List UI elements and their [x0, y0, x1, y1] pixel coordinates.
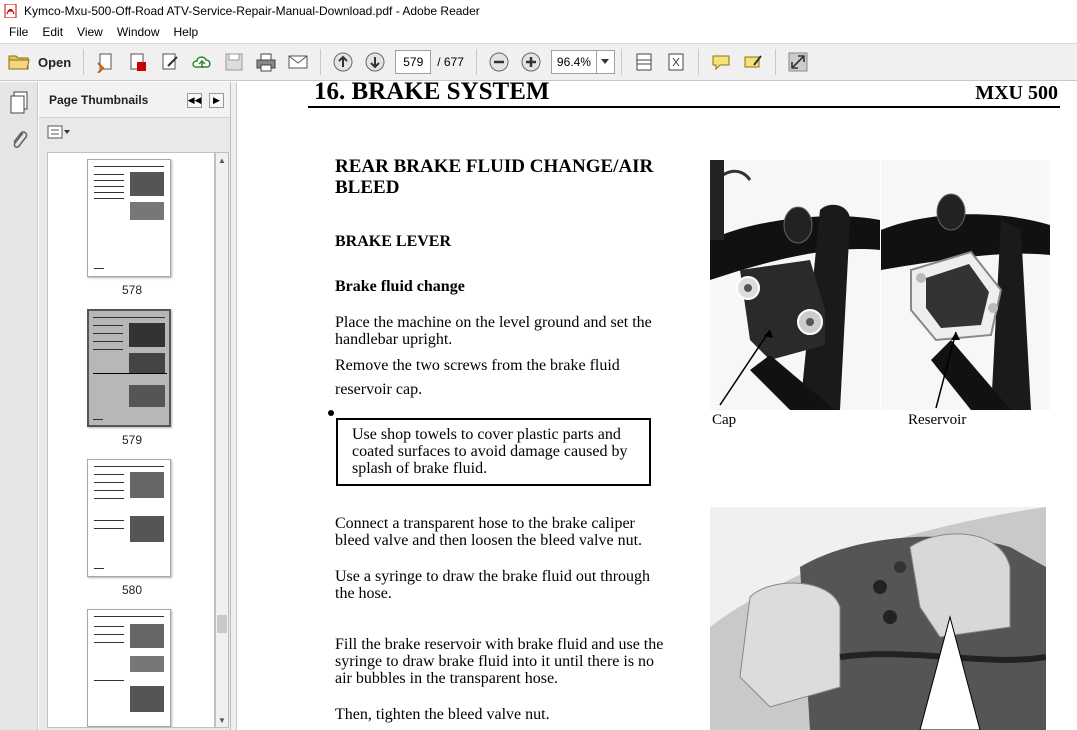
- arrow-up-circle-icon: [332, 51, 354, 73]
- zoom-input[interactable]: [551, 50, 597, 74]
- save-icon: [223, 51, 245, 73]
- fit-width-button[interactable]: [630, 48, 658, 76]
- paragraph: Connect a transparent hose to the brake caliper bleed valve and then loosen the bleed valve nut.: [335, 515, 643, 549]
- photo-brake-reservoir: [881, 160, 1050, 410]
- minus-circle-icon: [488, 51, 510, 73]
- menu-view[interactable]: View: [77, 25, 103, 39]
- create-pdf-button[interactable]: [92, 48, 120, 76]
- open-button[interactable]: [0, 48, 77, 76]
- chevron-right-icon: ▶: [213, 95, 220, 105]
- title-bar: [0, 0, 1077, 22]
- highlighter-icon: [742, 51, 764, 73]
- toolbar-separator: [320, 49, 321, 75]
- fit-page-button[interactable]: [662, 48, 690, 76]
- paragraph: Then, tighten the bleed valve nut.: [335, 706, 550, 723]
- toolbar-separator: [476, 49, 477, 75]
- scroll-down-icon[interactable]: ▼: [218, 715, 226, 725]
- label-reservoir: Reservoir: [908, 412, 967, 428]
- thumbnail-list[interactable]: [47, 152, 215, 728]
- open-label: Open: [38, 54, 72, 70]
- zoom-dropdown-button[interactable]: [597, 50, 615, 74]
- thumbnail-panel: [39, 82, 231, 730]
- bullet: [328, 410, 334, 416]
- paragraph: Fill the brake reservoir with brake fluid and use the syringe to draw brake fluid into it until there is no air bubbles in the transparent hose.: [335, 636, 664, 687]
- photo-brake-lever-cap: [710, 160, 880, 410]
- label-cap: Cap: [712, 412, 737, 428]
- paragraph: Remove the two screws from the brake fluid reservoir cap.: [335, 357, 620, 398]
- save-button[interactable]: [220, 48, 248, 76]
- menu-file[interactable]: File: [9, 25, 29, 39]
- collapse-left-button[interactable]: [187, 93, 202, 108]
- envelope-icon: [287, 51, 309, 73]
- paperclip-icon: [9, 127, 29, 151]
- thumbnail-page-580[interactable]: [87, 459, 171, 577]
- page-total: / 677: [437, 55, 464, 69]
- chapter-title: 16. BRAKE SYSTEM: [314, 82, 550, 105]
- email-button[interactable]: [284, 48, 312, 76]
- attachments-button[interactable]: [4, 124, 34, 154]
- options-menu-icon: [47, 125, 71, 139]
- menu-window[interactable]: Window: [116, 25, 160, 39]
- folder-icon: [8, 53, 30, 71]
- page-header: [308, 82, 1060, 108]
- previous-page-button[interactable]: [329, 48, 357, 76]
- thumbnail-page-581[interactable]: [87, 609, 171, 727]
- paragraph: Place the machine on the level ground and set the handlebar upright.: [335, 314, 652, 348]
- subheading-fluid-change: Brake fluid change: [335, 278, 465, 295]
- panel-splitter[interactable]: [231, 82, 237, 730]
- window-title: Kymco-Mxu-500-Off-Road ATV-Service-Repair-Manual-Download.pdf - Adobe Reader: [24, 4, 480, 18]
- double-chevron-left-icon: ◀◀: [187, 95, 202, 105]
- pages-icon: [9, 91, 29, 115]
- chevron-down-icon: [601, 59, 609, 65]
- thumbnail-page-number: 580: [121, 583, 143, 597]
- thumbnail-page-578[interactable]: [87, 159, 171, 277]
- toolbar: [0, 43, 1077, 81]
- scroll-up-icon[interactable]: ▲: [218, 155, 226, 165]
- pdf-document-icon: [127, 51, 149, 73]
- next-page-button[interactable]: [361, 48, 389, 76]
- menu-help[interactable]: Help: [173, 25, 199, 39]
- pdf-app-icon: [4, 4, 18, 18]
- photo-brake-caliper: [710, 507, 1046, 730]
- arrow-down-circle-icon: [364, 51, 386, 73]
- edit-document-icon: [159, 51, 181, 73]
- print-button[interactable]: [252, 48, 280, 76]
- fit-width-icon: [633, 51, 655, 73]
- thumbnail-scrollbar[interactable]: [215, 152, 229, 728]
- section-title: REAR BRAKE FLUID CHANGE/AIR BLEED: [335, 156, 654, 198]
- toolbar-separator: [83, 49, 84, 75]
- fit-page-icon: [665, 51, 687, 73]
- plus-circle-icon: [520, 51, 542, 73]
- zoom-out-button[interactable]: [485, 48, 513, 76]
- paragraph: Use a syringe to draw the brake fluid out through the hose.: [335, 568, 651, 602]
- collapse-right-button[interactable]: [209, 93, 224, 108]
- zoom-in-button[interactable]: [517, 48, 545, 76]
- thumbnail-options-button[interactable]: [39, 118, 230, 146]
- subheading-brake-lever: BRAKE LEVER: [335, 233, 452, 250]
- edit-button[interactable]: [156, 48, 184, 76]
- comment-button[interactable]: [707, 48, 735, 76]
- zoom-control: [551, 50, 615, 74]
- expand-button[interactable]: [784, 48, 812, 76]
- toolbar-separator: [698, 49, 699, 75]
- cloud-upload-icon: [191, 51, 213, 73]
- panel-title: Page Thumbnails: [49, 92, 149, 107]
- page-thumbnails-button[interactable]: [4, 88, 34, 118]
- expand-arrows-icon: [787, 51, 809, 73]
- toolbar-separator: [621, 49, 622, 75]
- scrollbar-thumb[interactable]: [217, 615, 227, 633]
- menu-edit[interactable]: Edit: [42, 25, 64, 39]
- page-number-input[interactable]: [395, 50, 431, 74]
- highlight-button[interactable]: [739, 48, 767, 76]
- speech-bubble-icon: [710, 51, 732, 73]
- document-view[interactable]: [238, 82, 1077, 730]
- thumbnail-panel-header: [39, 82, 230, 118]
- printer-icon: [255, 51, 277, 73]
- create-document-icon: [95, 51, 117, 73]
- model-name: MXU 500: [975, 82, 1058, 104]
- caution-note: Use shop towels to cover plastic parts and coated surfaces to avoid damage caused by splash of brake fluid.: [336, 418, 651, 486]
- thumbnail-page-number: 579: [121, 433, 143, 447]
- navigation-rail: [0, 82, 38, 730]
- toolbar-separator: [775, 49, 776, 75]
- upload-button[interactable]: [188, 48, 216, 76]
- pdf-tools-button[interactable]: [124, 48, 152, 76]
- thumbnail-page-number: 578: [121, 283, 143, 297]
- menu-bar: [0, 22, 1077, 42]
- thumbnail-page-579-current[interactable]: [87, 309, 171, 427]
